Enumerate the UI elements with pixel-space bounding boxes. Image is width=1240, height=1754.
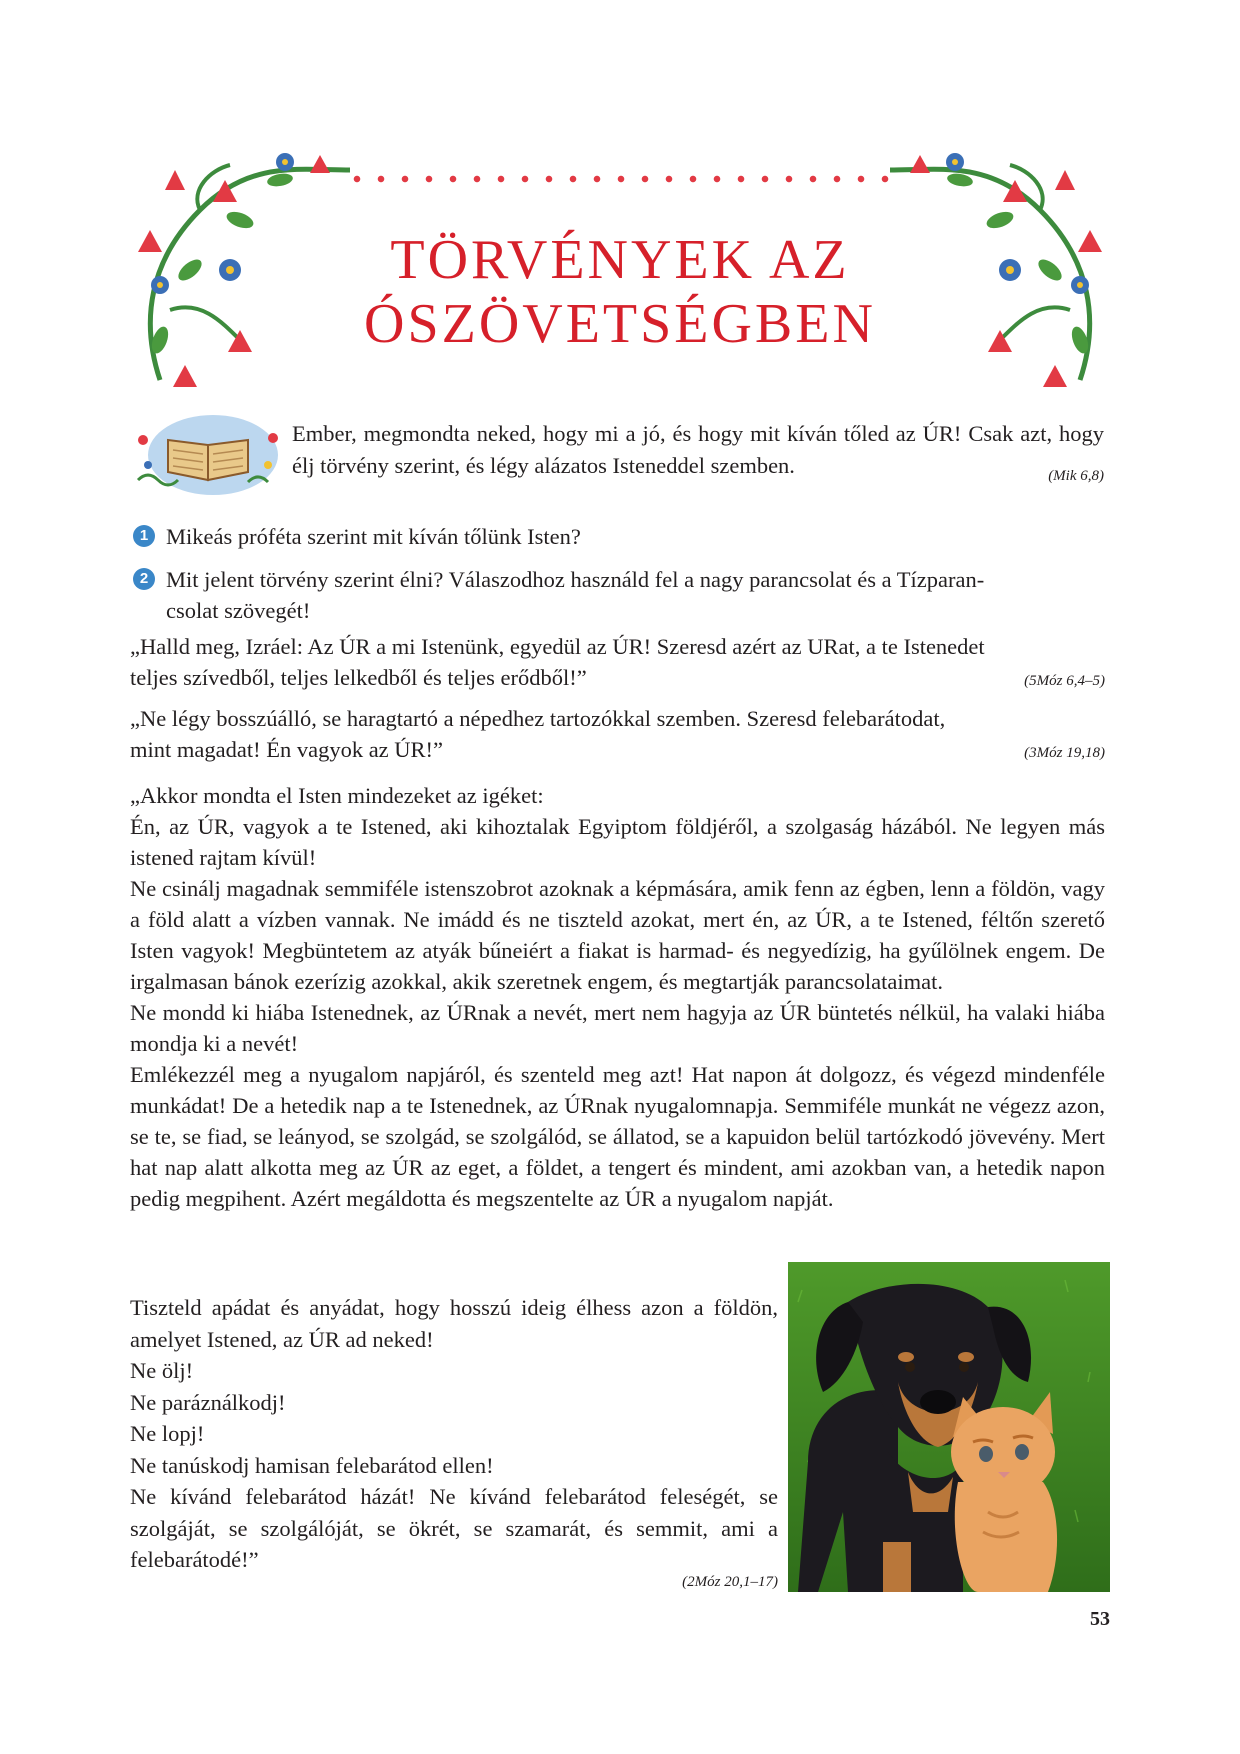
question-text: Mikeás próféta szerint mit kíván tőlünk Isten? [166,524,581,549]
decalogue-paragraph: Ne kívánd felebarátod házát! Ne kívánd felebarátod feleségét, se szolgáját, se szolgálóját, se ökrét, se szamarát, és semmit, ami a felebarátodé!” [130,1484,778,1572]
decalogue-paragraph: Ne tanúskodj hamisan felebarátod ellen! [130,1452,494,1478]
page-header [130,150,1110,390]
decalogue-paragraph: Ne ölj! [130,1358,194,1383]
decalogue-paragraph: Emlékezzél meg a nyugalom napjáról, és szenteld meg azt! Hat napon át dolgozz, és végezd mindenféle munkádat! De a hetedik nap a te Istenednek, az ÚRnak nyugalomnapja. Semmiféle munkát ne végezz azon, se te, se fiad, se leányod, se szolgád, se szolgálód, se állatod, se a kapuidon belül tartózkodó jövevény. Mert hat nap alatt alkotta meg az ÚR az eget, a földet, a tengert és mindent, ami azokban van, a hetedik napon pedig megpihent. Azért megáldotta és megszentelte az ÚR a nyugalom napját. [130,1062,1105,1211]
page-number: 53 [1090,1608,1110,1630]
question-text-block [166,564,1105,626]
page-title [130,228,1110,356]
question-number-badge: 2 [133,568,155,590]
quote-line: teljes szívedből, teljes lelkedből és teljes erődből!” [130,665,587,690]
decalogue-paragraph: Ne mondd ki hiába Istenednek, az ÚRnak a nevét, mert nem hagyja az ÚR büntetés nélkül, ha valaki hiába mondja ki a nevét! [130,1000,1105,1056]
quote-line: „Ne légy bosszúálló, se haragtartó a népedhez tartozókkal szemben. Szeresd felebarátodat, [130,706,946,731]
dotted-border [345,174,895,184]
quote-leviticus [130,703,1105,769]
decalogue-paragraph: Tiszteld apádat és anyádat, hogy hosszú ideig élhess azon a földön, amelyet Istened, az ÚR ad neked! [130,1295,778,1352]
quote-deuteronomy [130,631,1105,697]
open-book-icon [128,410,283,500]
intro-text: Ember, megmondta neked, hogy mi a jó, és hogy mit kíván tőled az ÚR! Csak azt, hogy élj törvény szerint, és légy alázatos Isteneddel szemben. [292,421,1104,478]
decalogue-paragraph: Én, az ÚR, vagyok a te Istened, aki kihoztalak Egyiptom földjéről, a szolgaság házából. Ne legyen más istened rajtam kívül! [130,814,1105,870]
title-line-2: ÓSZÖVETSÉGBEN [364,293,876,355]
question-2 [133,564,1105,626]
quote-line: mint magadat! Én vagyok az ÚR!” [130,737,444,762]
quote-reference: (5Móz 6,4–5) [1024,673,1105,689]
decalogue-paragraph: Ne paráználkodj! [130,1389,286,1415]
dog-and-kitten-photo [788,1262,1110,1592]
title-line-1: TÖRVÉNYEK AZ [390,229,850,291]
decalogue-paragraph: Ne lopj! [130,1421,205,1446]
intro-reference: (Mik 6,8) [1048,468,1104,484]
question-text-continued: csolat szövegét! [166,598,311,623]
decalogue-reference: (2Móz 20,1–17) [682,1573,778,1590]
decalogue-text [130,780,1105,1214]
decalogue-text-continued [130,1292,778,1592]
question-1 [133,521,1105,552]
question-text: Mit jelent törvény szerint élni? Válaszodhoz használd fel a nagy parancsolat és a Tízparan- [166,567,985,592]
quote-reference: (3Móz 19,18) [1024,745,1105,761]
question-number-badge: 1 [133,525,155,547]
intro-quote [292,418,1104,482]
decalogue-paragraph: Ne csinálj magadnak semmiféle istenszobrot azoknak a képmására, amik fenn az égben, lenn a földön, vagy a föld alatt a vízben vannak. Ne imádd és ne tiszteld azokat, mert én, az ÚR, a te Istened, féltőn szerető Isten vagyok! Megbüntetem az atyák bűneiért a fiakat is harmad- és negyedízig, ha gyűlölnek engem. De irgalmasan bánok ezerízig azokkal, akik szeretnek engem, és megtartják parancsolataimat. [130,876,1105,994]
decalogue-paragraph: „Akkor mondta el Isten mindezeket az igéket: [130,783,544,808]
quote-line: „Halld meg, Izráel: Az ÚR a mi Istenünk, egyedül az ÚR! Szeresd azért az URat, a te Istenedet [130,634,985,659]
